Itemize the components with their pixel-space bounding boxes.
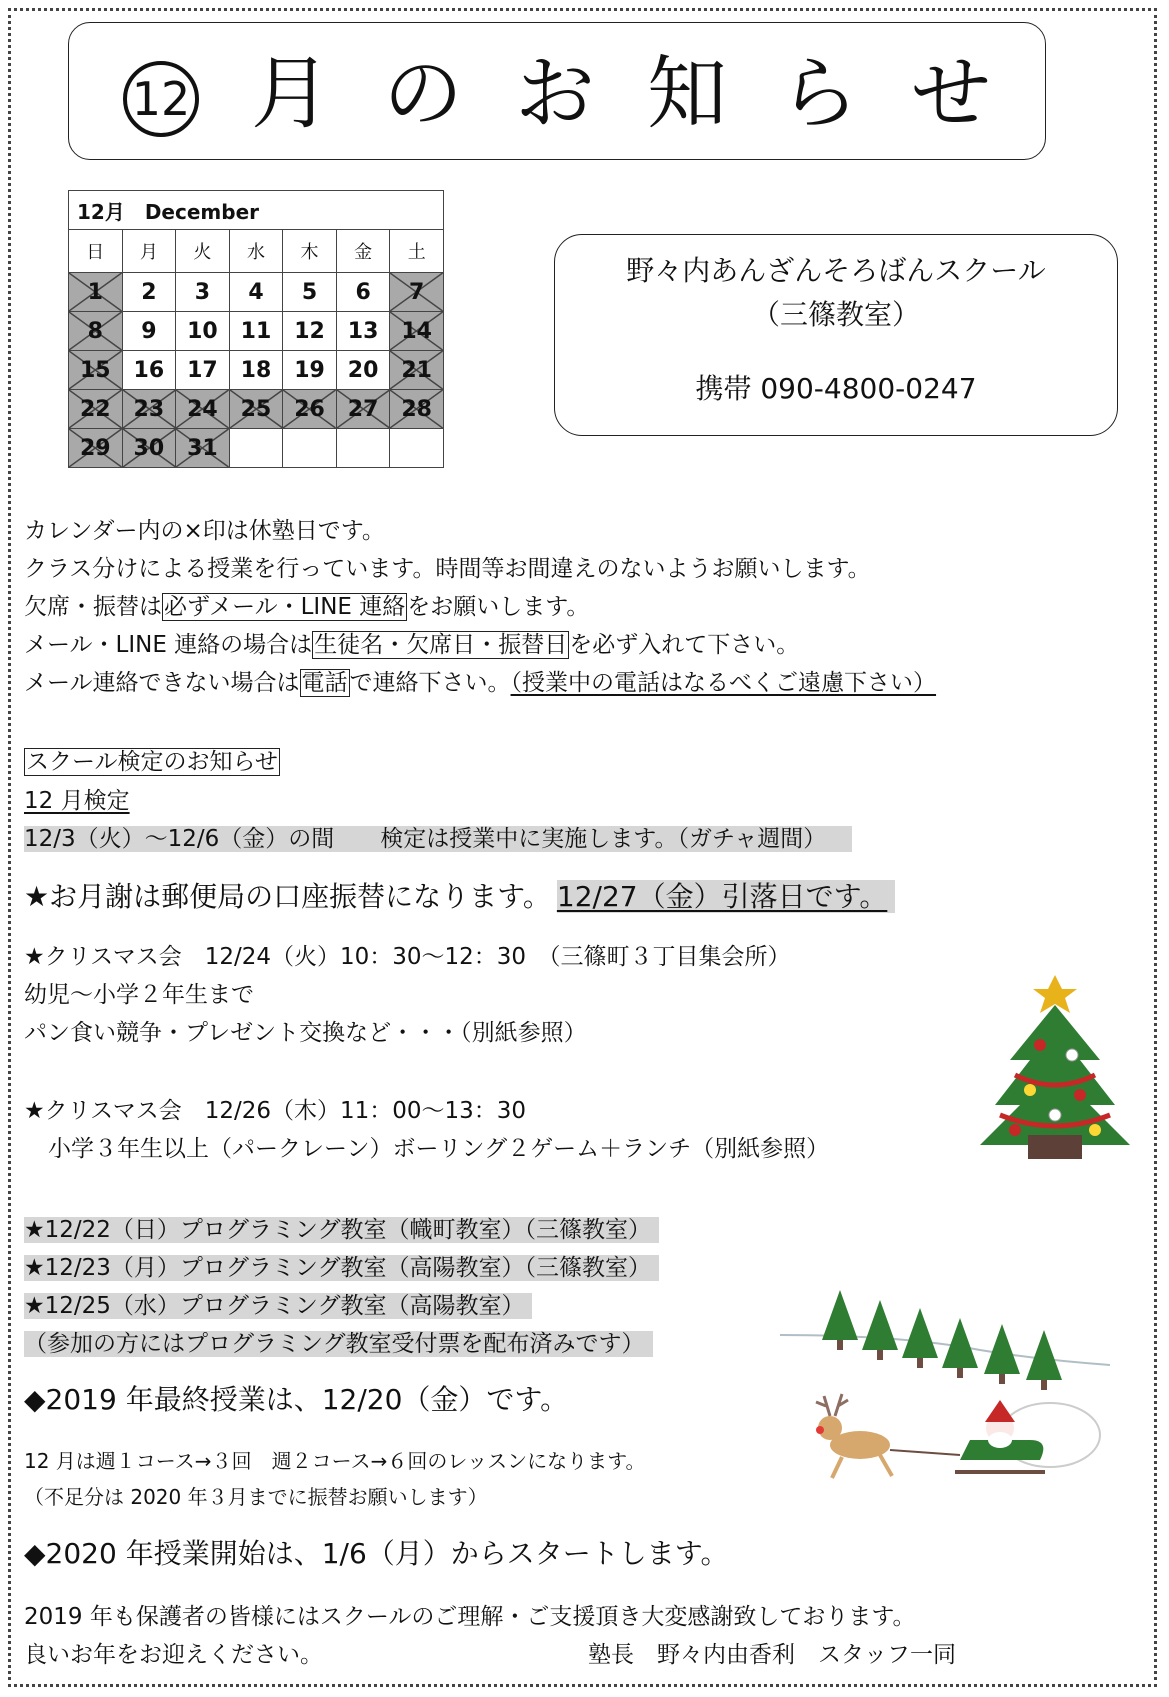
calendar-day <box>336 429 390 468</box>
title-char: せ <box>911 47 991 140</box>
calendar-day-closed <box>176 429 230 468</box>
calendar-day-closed <box>390 390 444 429</box>
final-class-notice: ◆2019 年最終授業は、12/20（金）です。 <box>24 1383 569 1416</box>
calendar-day-number: 25 <box>240 396 272 422</box>
exam-heading: スクール検定のお知らせ <box>26 749 278 775</box>
school-branch: （三篠教室） <box>751 298 920 331</box>
calendar-day <box>176 312 230 351</box>
calendar-day <box>122 351 176 390</box>
calendar-day <box>229 273 283 312</box>
calendar-day <box>229 312 283 351</box>
calendar-day <box>283 429 337 468</box>
december-calendar <box>68 190 444 468</box>
pine-trees <box>822 1290 1062 1390</box>
calendar-day-number: 17 <box>187 357 218 383</box>
calendar-day-number: 8 <box>87 318 103 344</box>
calendar-day-number: 26 <box>294 396 325 422</box>
calendar-day-number: 27 <box>347 396 379 422</box>
title-char: お <box>515 47 595 140</box>
calendar-day-closed <box>122 429 176 468</box>
calendar-weekday: 水 <box>229 230 283 273</box>
start-class-notice: ◆2020 年授業開始は、1/6（月）からスタートします。 <box>24 1537 729 1570</box>
closing-thanks: 2019 年も保護者の皆様にはスクールのご理解・ご支援頂き大変感謝致しております。 <box>24 1604 916 1630</box>
calendar-day-number: 31 <box>187 435 218 461</box>
xmas-party-2-detail: 小学３年生以上（パークレーン）ボーリング２ゲーム＋ランチ（別紙参照） <box>48 1136 830 1162</box>
tree-pot <box>1028 1135 1082 1159</box>
calendar-day-number: 11 <box>240 318 272 344</box>
note-absence: 欠席・振替は必ずメール・LINE 連絡をお願いします。 <box>24 594 590 620</box>
calendar-day-number: 10 <box>187 318 218 344</box>
calendar-weekday: 土 <box>390 230 444 273</box>
exam-dates: 12/3（火）～12/6（金）の間 検定は授業中に実施します。（ガチャ週間） <box>24 822 852 856</box>
calendar-day-closed <box>390 273 444 312</box>
note-message-content: メール・LINE 連絡の場合は生徒名・欠席日・振替日を必ず入れて下さい。 <box>24 632 800 658</box>
xmas-party-2-title: ★クリスマス会 12/26（木）11：00～13：30 <box>24 1098 527 1124</box>
calendar-day-number: 19 <box>294 357 325 383</box>
calendar-day <box>229 351 283 390</box>
calendar-day <box>122 273 176 312</box>
title-char: の <box>383 47 463 140</box>
month-number-badge: 12 <box>123 49 199 139</box>
programming-1222: ★12/22（日）プログラミング教室（幟町教室）（三篠教室） <box>24 1213 659 1247</box>
title-char: ら <box>779 47 859 140</box>
closing-greeting: 良いお年をお迎えください。 <box>24 1642 323 1668</box>
lesson-count: 12 月は週１コース→３回 週２コース→６回のレッスンになります。 <box>24 1449 646 1473</box>
note-phone: メール連絡できない場合は電話で連絡下さい。（授業中の電話はなるべくご遠慮下さい） <box>24 670 937 696</box>
calendar-day <box>122 312 176 351</box>
calendar-day-number: 4 <box>248 279 264 305</box>
calendar-day-closed <box>122 390 176 429</box>
calendar-day <box>283 273 337 312</box>
title-banner <box>68 22 1046 160</box>
calendar-day <box>176 351 230 390</box>
title-char: 月 <box>251 47 331 140</box>
calendar-day-number: 29 <box>79 435 111 461</box>
calendar-day-closed <box>176 390 230 429</box>
calendar-day-number: 23 <box>133 396 165 422</box>
calendar-weekday: 金 <box>336 230 390 273</box>
calendar-day-closed <box>69 273 123 312</box>
calendar-weekday: 木 <box>283 230 337 273</box>
xmas-party-1-title: ★クリスマス会 12/24（火）10：30～12：30 （三篠町３丁目集会所） <box>24 944 791 970</box>
xmas-party-1-target: 幼児～小学２年生まで <box>24 982 254 1008</box>
calendar-day-number: 1 <box>87 279 103 305</box>
calendar-day-number: 6 <box>355 279 371 305</box>
calendar-day-number: 12 <box>294 318 325 344</box>
title-char: 知 <box>647 47 727 140</box>
christmas-tree-illustration <box>970 965 1140 1165</box>
calendar-day-closed <box>69 351 123 390</box>
calendar-day-number: 15 <box>79 357 111 383</box>
calendar-day <box>283 312 337 351</box>
calendar-day-number: 24 <box>187 396 218 422</box>
calendar-day-closed <box>336 390 390 429</box>
note-closed-days: カレンダー内の×印は休塾日です。 <box>24 518 385 544</box>
school-name: 野々内あんざんそろばんスクール <box>626 254 1046 287</box>
calendar-day-number: 20 <box>347 357 379 383</box>
closing-signature: 塾長 野々内由香利 スタッフ一同 <box>588 1642 956 1668</box>
calendar-day <box>336 312 390 351</box>
calendar-day-number: 28 <box>401 396 432 422</box>
calendar-weekday: 火 <box>176 230 230 273</box>
calendar-day <box>336 273 390 312</box>
calendar-day-number: 13 <box>347 318 379 344</box>
calendar-day-number: 22 <box>79 396 111 422</box>
programming-1225: ★12/25（水）プログラミング教室（高陽教室） <box>24 1289 532 1323</box>
calendar-day-number: 14 <box>401 318 432 344</box>
calendar-day <box>336 351 390 390</box>
calendar-day-closed <box>229 390 283 429</box>
makeup-note: （不足分は 2020 年３月までに振替お願いします） <box>24 1485 488 1509</box>
calendar-day-closed <box>69 390 123 429</box>
calendar-day-number: 9 <box>141 318 157 344</box>
calendar-day-number: 16 <box>133 357 165 383</box>
calendar-weekday: 月 <box>122 230 176 273</box>
fee-notice: ★お月謝は郵便局の口座振替になります。 12/27（金）引落日です。 <box>24 880 895 914</box>
calendar-day-closed <box>69 312 123 351</box>
calendar-day <box>176 273 230 312</box>
calendar-day-closed <box>69 429 123 468</box>
calendar-day-number: 5 <box>301 279 318 305</box>
calendar-day-closed <box>390 312 444 351</box>
programming-1223: ★12/23（月）プログラミング教室（高陽教室）（三篠教室） <box>24 1251 659 1285</box>
calendar-day-number: 18 <box>240 357 272 383</box>
calendar-day-number: 21 <box>401 357 432 383</box>
calendar-header: 12月 December <box>69 191 444 230</box>
calendar-day <box>390 429 444 468</box>
santa-icon <box>985 1400 1015 1422</box>
school-contact-box <box>554 234 1118 436</box>
calendar-day <box>229 429 283 468</box>
note-classes: クラス分けによる授業を行っています。時間等お間違えのないようお願いします。 <box>24 556 871 582</box>
calendar-day-number: 7 <box>409 279 425 305</box>
calendar-day-number: 30 <box>133 435 165 461</box>
xmas-party-1-activities: パン食い競争・プレゼント交換など・・・（別紙参照） <box>24 1020 587 1046</box>
school-phone: 携帯 090-4800-0247 <box>695 372 977 405</box>
reindeer-sleigh-illustration <box>780 1290 1110 1520</box>
calendar-day <box>283 351 337 390</box>
calendar-day-closed <box>283 390 337 429</box>
calendar-day-number: 3 <box>194 279 211 305</box>
programming-note: （参加の方にはプログラミング教室受付票を配布済みです） <box>24 1327 653 1361</box>
calendar-day-closed <box>390 351 444 390</box>
calendar-day-number: 2 <box>141 279 157 305</box>
calendar-weekday: 日 <box>69 230 123 273</box>
exam-subheading: 12 月検定 <box>24 788 130 814</box>
